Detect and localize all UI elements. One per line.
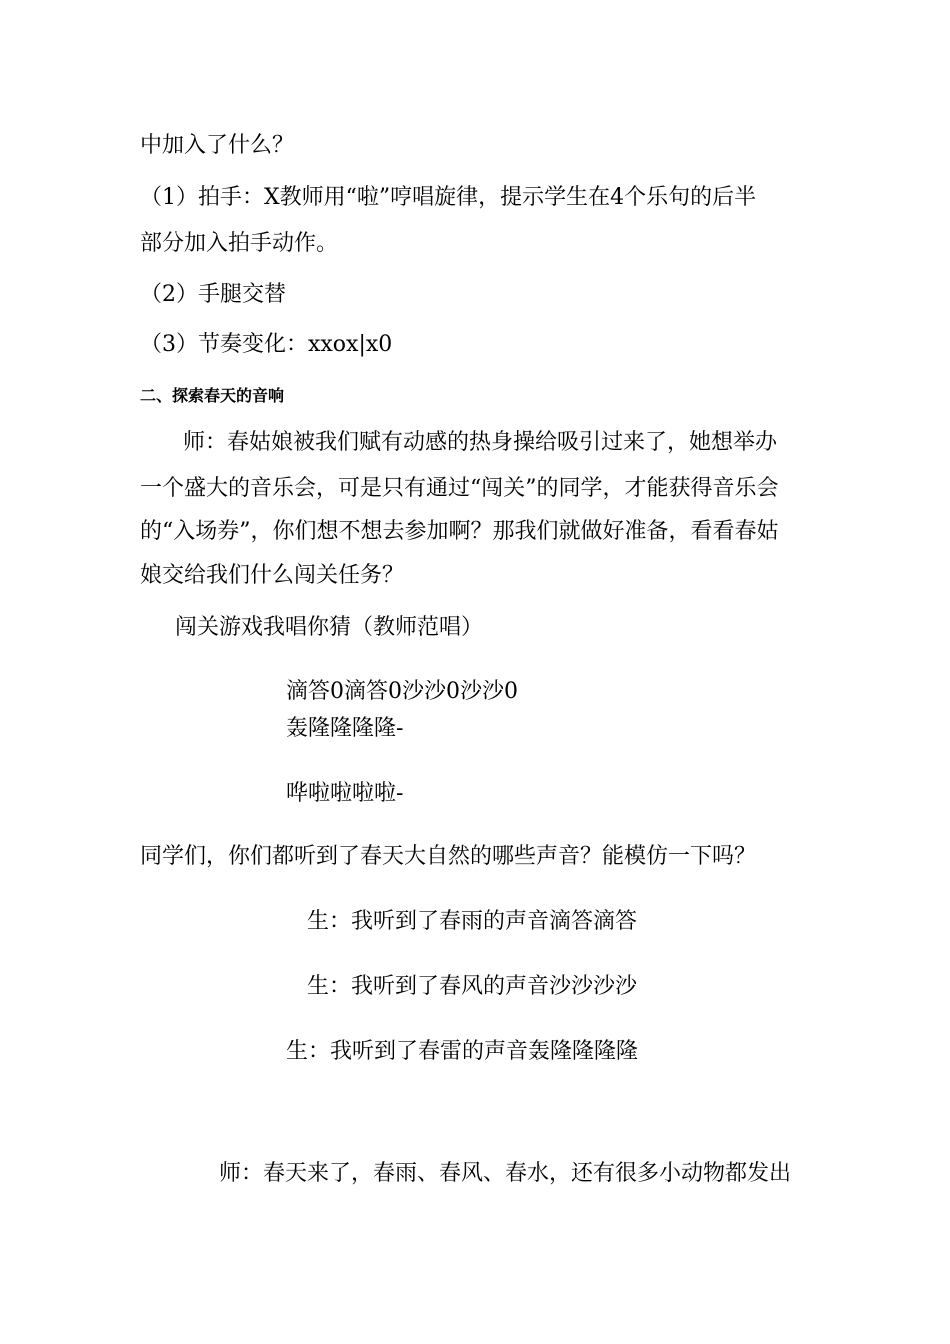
text-line-3: 部分加入拍手动作。 [140,231,339,256]
student-answer-1: 生：我听到了春雨的声音滴答滴答 [307,909,638,934]
question-line: 同学们，你们都听到了春天大自然的哪些声音？能模仿一下吗？ [140,844,757,869]
teacher-para-line-4: 娘交给我们什么闯关任务？ [140,563,405,588]
game-line-3: 哗啦啦啦啦- [286,781,404,806]
game-line-2: 轰隆隆隆隆- [286,716,404,741]
teacher-para-line-2: 一个盛大的音乐会，可是只有通过“闯关”的同学，才能获得音乐会 [140,476,779,501]
student-answer-3: 生：我听到了春雷的声音轰隆隆隆隆 [286,1039,639,1064]
text-line-1: 中加入了什么？ [140,133,295,158]
section-heading: 二、探索春天的音响 [140,386,285,405]
game-title: 闯关游戏我唱你猜（教师范唱） [175,615,484,640]
teacher-para-line-1: 师：春姑娘被我们赋有动感的热身操给吸引过来了，她想举办 [183,430,778,455]
text-line-5: （3）节奏变化：xxox|x0 [140,332,393,357]
teacher-para-line-3: 的“入场券”，你们想不想去参加啊？那我们就做好准备，看看春姑 [140,519,779,544]
closing-line: 师：春天来了，春雨、春风、春水，还有很多小动物都发出 [219,1161,792,1186]
text-line-4: （2）手腿交替 [140,282,286,307]
student-answer-2: 生：我听到了春风的声音沙沙沙沙 [307,974,638,999]
game-line-1: 滴答0滴答0沙沙0沙沙0 [286,679,518,704]
text-line-2: （1）拍手：X教师用“啦”哼唱旋律，提示学生在4个乐句的后半 [140,185,757,210]
